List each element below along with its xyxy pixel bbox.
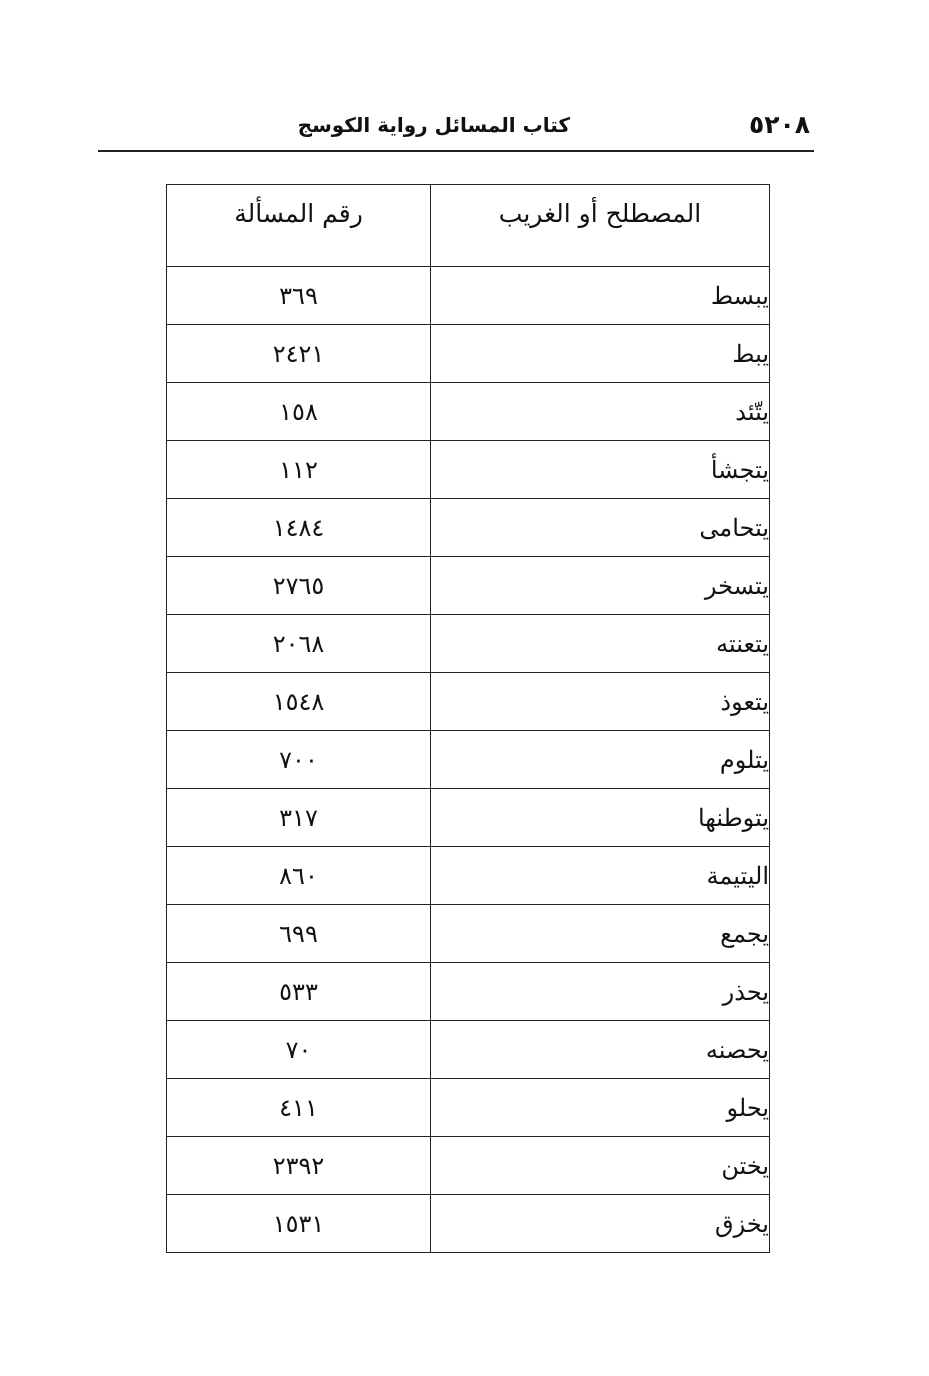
term-cell: يتسخر — [431, 557, 770, 615]
number-cell: ٨٦٠ — [167, 847, 431, 905]
term-cell: يخزق — [431, 1195, 770, 1253]
term-cell: يحلو — [431, 1079, 770, 1137]
page-number: ٥٢٠٨ — [748, 110, 810, 139]
table-row — [167, 441, 770, 499]
number-cell: ٦٩٩ — [167, 905, 431, 963]
number-cell: ٣٦٩ — [167, 267, 431, 325]
number-cell: ٥٣٣ — [167, 963, 431, 1021]
table-row — [167, 267, 770, 325]
column-header-term: المصطلح أو الغريب — [431, 185, 770, 267]
book-title: كتاب المسائل رواية الكوسج — [297, 113, 570, 137]
table-row — [167, 499, 770, 557]
term-cell: يختن — [431, 1137, 770, 1195]
table-row — [167, 325, 770, 383]
number-cell: ٧٠٠ — [167, 731, 431, 789]
column-header-number: رقم المسألة — [167, 185, 431, 267]
term-cell: يتوطنها — [431, 789, 770, 847]
term-cell: يتلوم — [431, 731, 770, 789]
term-cell: يتحامى — [431, 499, 770, 557]
term-cell: يجمع — [431, 905, 770, 963]
index-table — [166, 184, 770, 1253]
table-row — [167, 1021, 770, 1079]
number-cell: ٧٠ — [167, 1021, 431, 1079]
term-cell: يتعنته — [431, 615, 770, 673]
term-cell: يتجشأ — [431, 441, 770, 499]
term-cell: يتعوذ — [431, 673, 770, 731]
term-cell: يحذر — [431, 963, 770, 1021]
number-cell: ١١٢ — [167, 441, 431, 499]
number-cell: ١٥٤٨ — [167, 673, 431, 731]
term-cell: يبط — [431, 325, 770, 383]
term-cell: يبسط — [431, 267, 770, 325]
number-cell: ٤١١ — [167, 1079, 431, 1137]
table-row — [167, 1137, 770, 1195]
table-row — [167, 731, 770, 789]
table-row — [167, 1195, 770, 1253]
number-cell: ٣١٧ — [167, 789, 431, 847]
table-row — [167, 615, 770, 673]
table-header-row — [167, 185, 770, 267]
number-cell: ٢٣٩٢ — [167, 1137, 431, 1195]
number-cell: ٢٠٦٨ — [167, 615, 431, 673]
number-cell: ٢٧٦٥ — [167, 557, 431, 615]
table-row — [167, 673, 770, 731]
term-cell: يتّئد — [431, 383, 770, 441]
table-row — [167, 1079, 770, 1137]
number-cell: ٢٤٢١ — [167, 325, 431, 383]
number-cell: ١٥٣١ — [167, 1195, 431, 1253]
number-cell: ١٥٨ — [167, 383, 431, 441]
page-header — [98, 104, 814, 152]
table-row — [167, 789, 770, 847]
table-row — [167, 383, 770, 441]
table-row — [167, 847, 770, 905]
term-cell: اليتيمة — [431, 847, 770, 905]
term-cell: يحصنه — [431, 1021, 770, 1079]
table-row — [167, 963, 770, 1021]
table-row — [167, 905, 770, 963]
table-row — [167, 557, 770, 615]
number-cell: ١٤٨٤ — [167, 499, 431, 557]
